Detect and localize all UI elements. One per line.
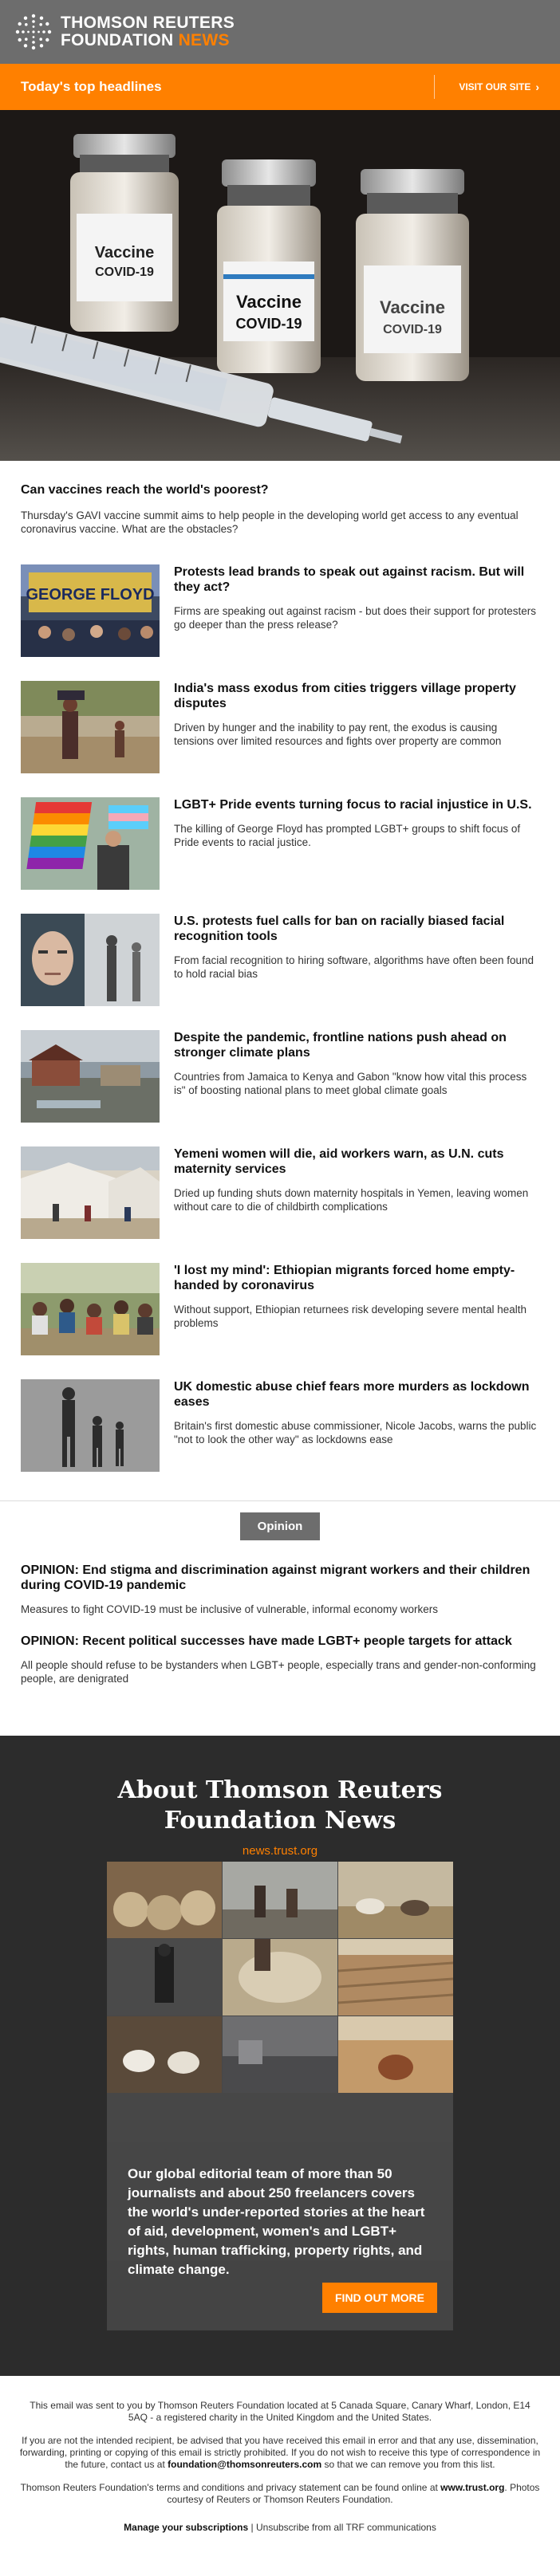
thomson-reuters-logo-icon [14, 13, 53, 51]
story-item[interactable] [0, 1146, 560, 1263]
photo-tile-poultry [107, 2016, 222, 2093]
photo-tile-grain [223, 1939, 337, 2016]
about-title [0, 1736, 560, 1836]
photo-tile-worker [107, 1939, 222, 2016]
photo-tile-market [223, 2016, 337, 2093]
brand-header [0, 0, 560, 64]
story-desc: Firms are speaking out against racism - but does their support for protesters go deeper than the press release? [174, 605, 536, 631]
hero-image-vaccine-vials[interactable] [0, 110, 560, 461]
opinion-tag: Opinion [240, 1512, 321, 1540]
brand-news: NEWS [178, 31, 230, 49]
footer-terms [19, 2482, 541, 2506]
story-item[interactable] [0, 1263, 560, 1379]
opinion-desc: Measures to fight COVID-19 must be inclusive of vulnerable, informal economy workers [21, 1603, 438, 1615]
story-body [174, 914, 539, 1030]
visit-site-label: VISIT OUR SITE [459, 81, 531, 92]
brand-line1: THOMSON REUTERS [61, 14, 235, 32]
story-desc: Britain's first domestic abuse commissioner, Nicole Jacobs, warns the public "not to look the other way" as lockdowns ease [174, 1420, 537, 1445]
svg-text:Vaccine: Vaccine [94, 244, 155, 262]
unsubscribe-link[interactable]: Unsubscribe from all TRF communications [255, 2522, 436, 2533]
story-thumbnail-ethiopian-returnees[interactable] [21, 1263, 160, 1355]
photo-tile-laborers [223, 1862, 337, 1938]
footer-address: This email was sent to you by Thomson Reuters Foundation located at 5 Canada Square, Canary Wharf, London, E14 5AQ - a registered charity in the United Kingdom and the United States. [30, 2400, 530, 2423]
opinion-item[interactable] [0, 1563, 560, 1616]
story-body [174, 1263, 539, 1379]
opinion-item[interactable] [0, 1634, 560, 1685]
story-item[interactable] [0, 564, 560, 681]
svg-text:Vaccine: Vaccine [236, 292, 302, 312]
story-body [174, 564, 539, 681]
opinion-desc: All people should refuse to be bystanders when LGBT+ people, especially trans and gender-non-conforming people, are denigrated [21, 1659, 536, 1685]
lead-story-desc: Thursday's GAVI vaccine summit aims to help people in the developing world get access to any eventual coronavirus vaccine. What are the obstacles? [21, 509, 519, 535]
find-out-more-button[interactable]: FIND OUT MORE [322, 2283, 437, 2313]
story-thumbnail-shadow-family[interactable] [21, 1379, 160, 1472]
about-card-text: Our global editorial team of more than 50 journalists and about 250 freelancers covers the world's under-reported stories at the heart of aid, development, women's and LGBT+ rights, human trafficking, property rights, and climate change. [128, 2166, 425, 2277]
story-title[interactable]: Yemeni women will die, aid workers warn, as U.N. cuts maternity services [174, 1147, 504, 1176]
story-item[interactable] [0, 1379, 560, 1496]
footer-subscription-links [19, 2522, 541, 2534]
story-item[interactable] [0, 1030, 560, 1146]
story-desc: The killing of George Floyd has prompted LGBT+ groups to shift focus of Pride events to racial justice. [174, 823, 521, 848]
headline-bar [0, 64, 560, 110]
story-body [174, 1146, 539, 1263]
story-desc: Dried up funding shuts down maternity hospitals in Yemen, leaving women without care to die of childbirth complications [174, 1187, 529, 1213]
story-title[interactable]: Despite the pandemic, frontline nations push ahead on stronger climate plans [174, 1031, 507, 1060]
footer-disclaimer-text-end: so that we can remove you from this list. [324, 2459, 495, 2470]
story-body [174, 1379, 539, 1496]
story-title[interactable]: 'I lost my mind': Ethiopian migrants forced home empty-handed by coronavirus [174, 1264, 515, 1292]
story-thumbnail-yemen-camp[interactable] [21, 1146, 160, 1239]
story-thumbnail-flooded-village[interactable] [21, 1030, 160, 1123]
headline-title: Today's top headlines [21, 79, 162, 94]
story-list [0, 552, 560, 1496]
footer-site-link[interactable]: www.trust.org [440, 2482, 505, 2493]
svg-text:COVID-19: COVID-19 [235, 316, 302, 332]
footer-disclaimer [19, 2435, 541, 2471]
visit-site-link[interactable] [434, 75, 539, 99]
brand-wordmark[interactable] [61, 14, 235, 49]
footer-disclaimer-text: If you are not the intended recipient, be advised that you have received this email in error and that any use, dissemination, forwarding, printing or copying of this email is strictly prohibited. If you do not wish to receive this type of correspondence in the future, contact us at [19, 2435, 541, 2470]
photo-tile-field [338, 1939, 453, 2016]
story-thumbnail-protest-mural[interactable] [21, 564, 160, 657]
svg-text:COVID-19: COVID-19 [383, 323, 442, 336]
svg-text:COVID-19: COVID-19 [95, 265, 154, 279]
story-title[interactable]: Protests lead brands to speak out against racism. But will they act? [174, 565, 525, 594]
lead-story[interactable] [0, 461, 560, 552]
story-title[interactable]: India's mass exodus from cities triggers village property disputes [174, 682, 516, 710]
chevron-right-icon: › [535, 81, 539, 93]
story-desc: Without support, Ethiopian returnees risk developing severe mental health problems [174, 1304, 526, 1329]
story-body [174, 681, 539, 797]
story-item[interactable] [0, 681, 560, 797]
story-title[interactable]: U.S. protests fuel calls for ban on racially biased facial recognition tools [174, 914, 505, 943]
story-body [174, 1030, 539, 1146]
about-title-line1: About Thomson Reuters [117, 1776, 443, 1804]
footer [0, 2376, 560, 2545]
svg-text:Vaccine: Vaccine [380, 297, 445, 317]
lead-story-title[interactable]: Can vaccines reach the world's poorest? [21, 483, 269, 497]
svg-text:GEORGE FLOYD: GEORGE FLOYD [26, 586, 155, 604]
footer-email-link[interactable]: foundation@thomsonreuters.com [168, 2459, 322, 2470]
about-title-line2: Foundation News [164, 1807, 396, 1835]
about-card [107, 2142, 453, 2330]
footer-terms-text: Thomson Reuters Foundation's terms and conditions and privacy statement can be found online at [20, 2482, 438, 2493]
brand-line2 [61, 32, 235, 49]
brand-foundation: FOUNDATION [61, 31, 174, 49]
story-desc: Driven by hunger and the inability to pay rent, the exodus is causing tensions over limited resources and fights over property are common [174, 722, 502, 747]
about-section [0, 1736, 560, 2376]
photo-tile-sacks [107, 1862, 222, 1938]
story-thumbnail-facial-recognition[interactable] [21, 914, 160, 1006]
footer-separator: | [248, 2522, 256, 2533]
photo-tile-desert [338, 2016, 453, 2093]
story-title[interactable]: LGBT+ Pride events turning focus to racial injustice in U.S. [174, 798, 532, 812]
story-desc: From facial recognition to hiring software, algorithms have often been found to hold racial bias [174, 954, 534, 980]
opinion-title[interactable]: OPINION: Recent political successes have made LGBT+ people targets for attack [21, 1634, 512, 1648]
story-title[interactable]: UK domestic abuse chief fears more murders as lockdown eases [174, 1380, 530, 1409]
story-thumbnail-india-migrants[interactable] [21, 681, 160, 773]
manage-subscriptions-link[interactable]: Manage your subscriptions [124, 2522, 249, 2533]
story-desc: Countries from Jamaica to Kenya and Gabon "know how vital this process is" of boosting national plans to meet global climate goals [174, 1071, 527, 1096]
opinion-section-header [0, 1511, 560, 1540]
story-thumbnail-pride-flags[interactable] [21, 797, 160, 890]
photo-tile-cattle [338, 1862, 453, 1938]
story-item[interactable] [0, 797, 560, 914]
story-item[interactable] [0, 914, 560, 1030]
story-body [174, 797, 539, 914]
about-site-link[interactable]: news.trust.org [242, 1844, 318, 1858]
opinion-title[interactable]: OPINION: End stigma and discrimination against migrant workers and their children during COVID-19 pandemic [21, 1563, 530, 1592]
footer-terms-text-end: . Photos courtesy of Reuters or Thomson Reuters Foundation. [167, 2482, 540, 2505]
